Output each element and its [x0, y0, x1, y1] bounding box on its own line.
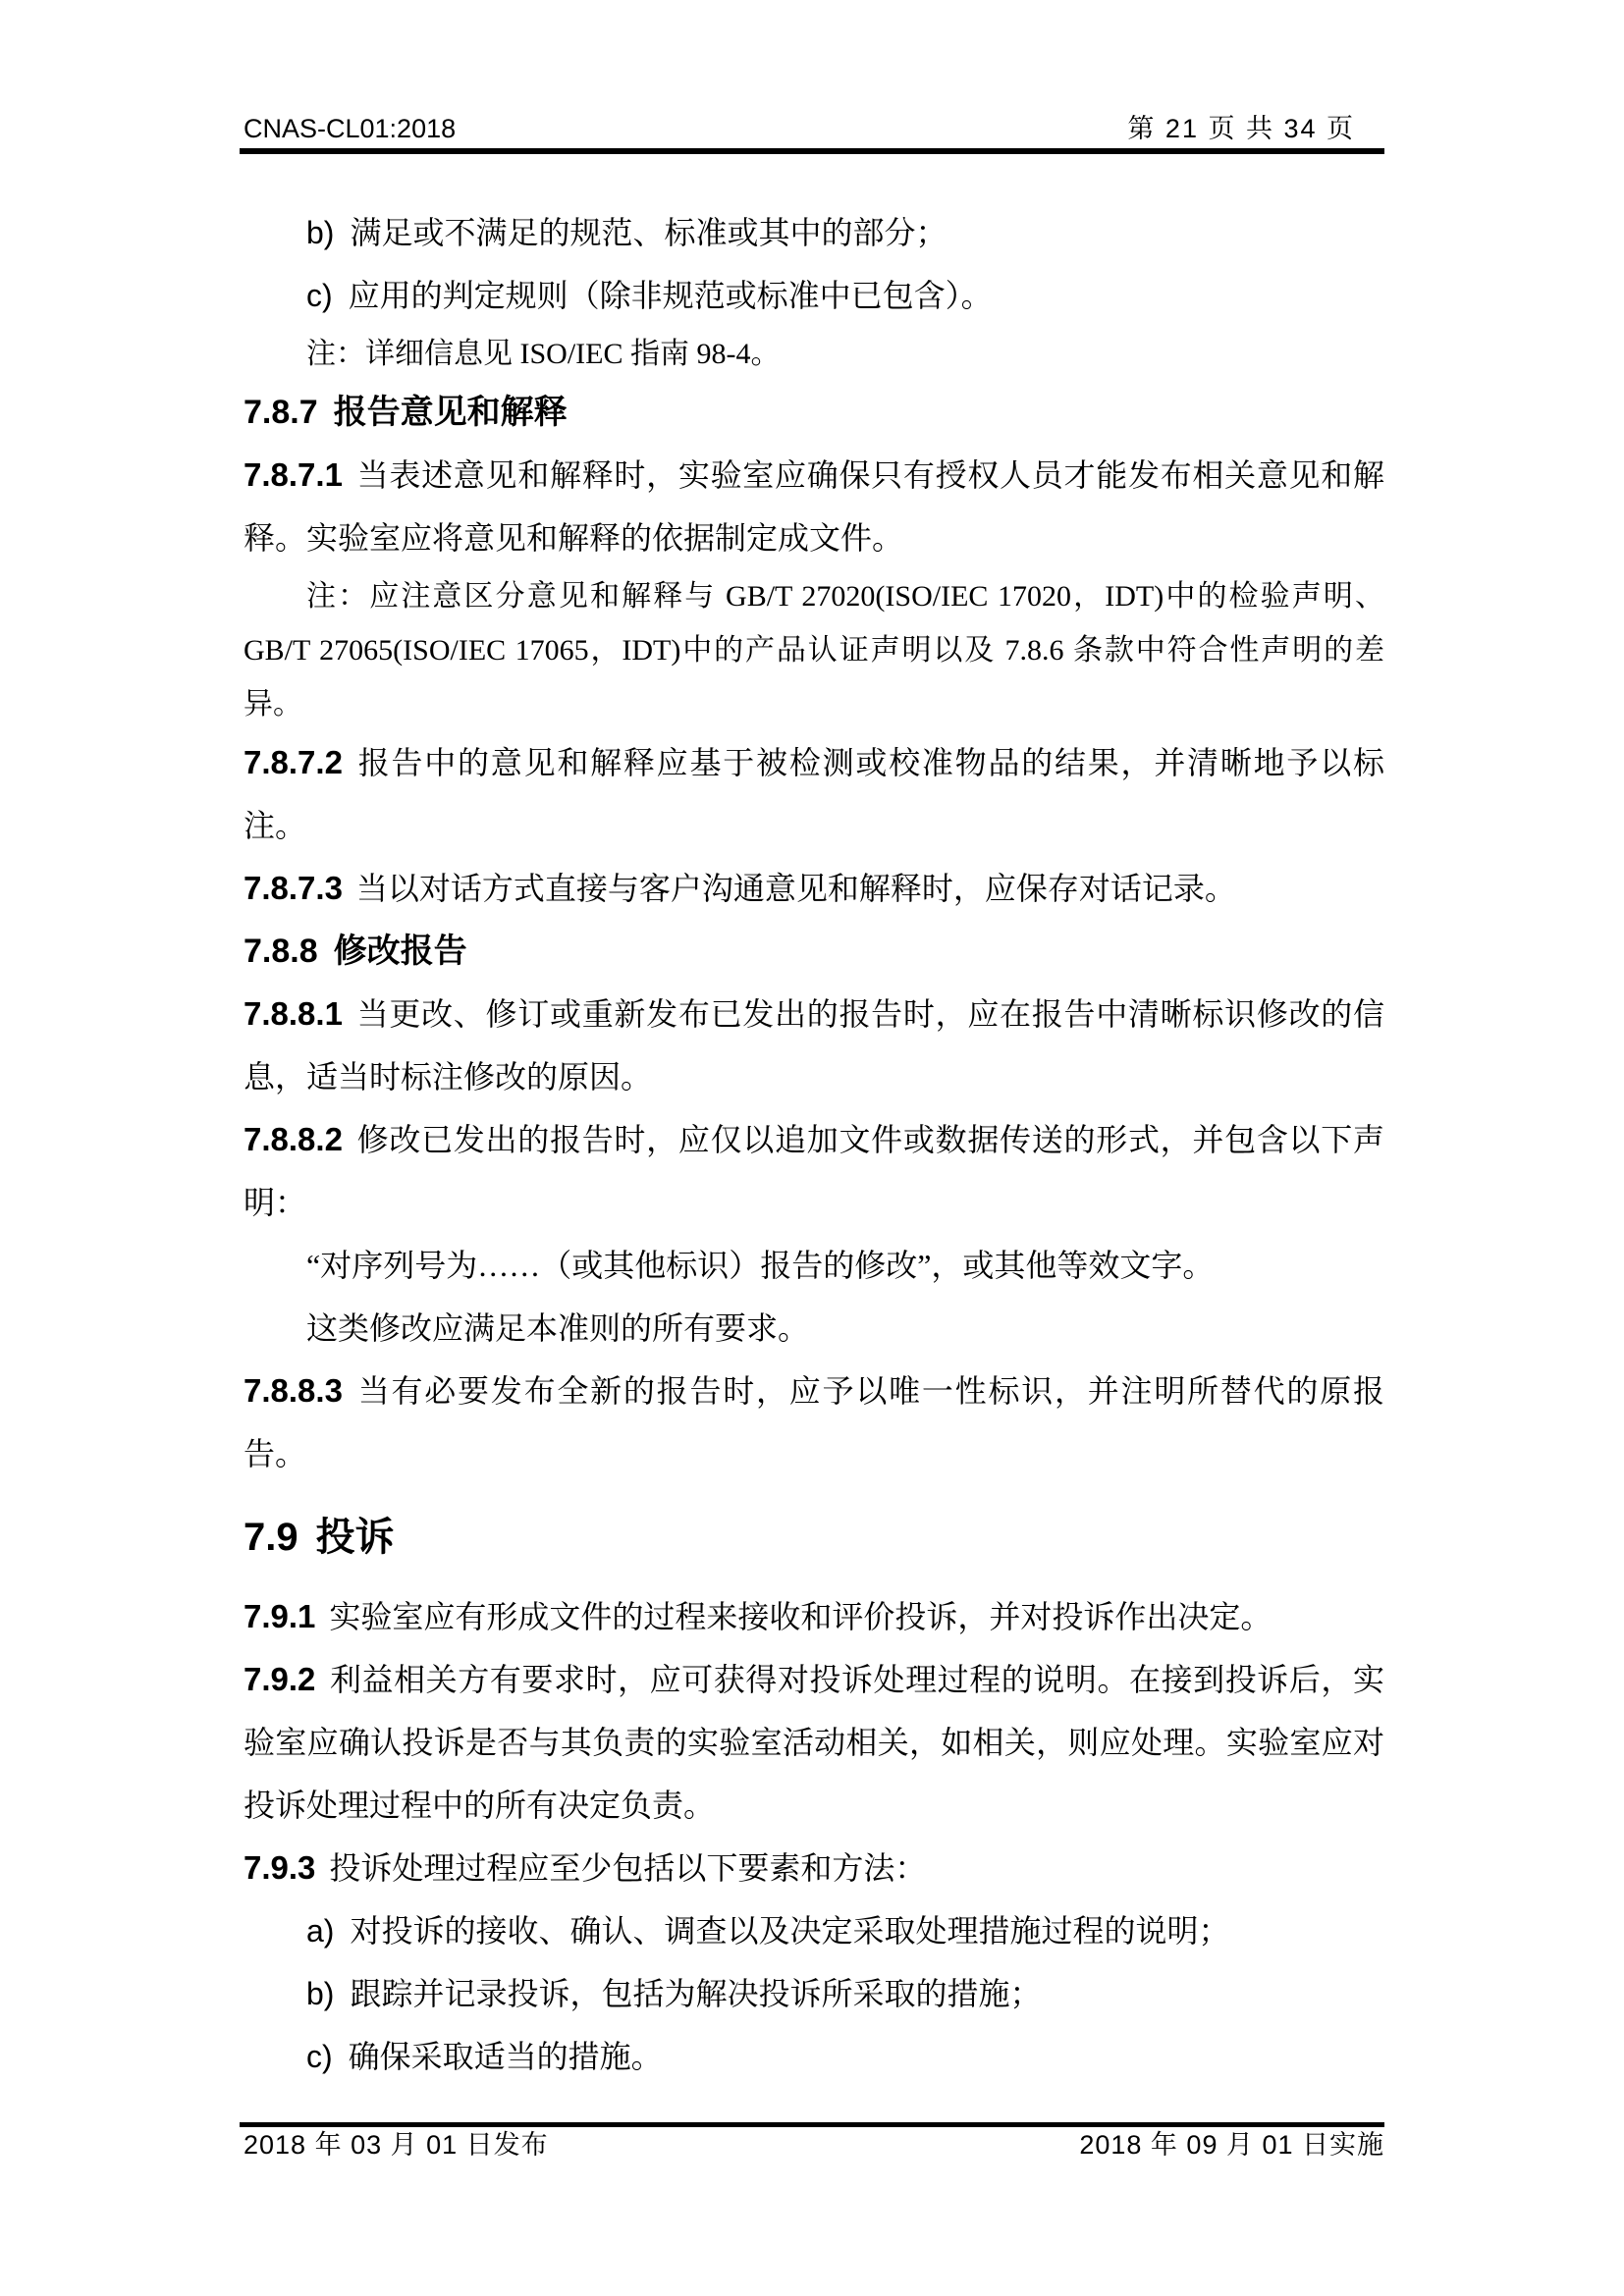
list-item-c	[244, 264, 1384, 327]
clause-text: 利益相关方有要求时，应可获得对投诉处理过程的说明。在接到投诉后，实验室应确认投诉是否与其负责的实验室活动相关，如相关，则应处理。实验室应对投诉处理过程中的所有决定负责。	[244, 1662, 1384, 1823]
section-heading-7.8.8	[244, 920, 1384, 983]
note: 注：应注意区分意见和解释与 GB/T 27020(ISO/IEC 17020，IDT)中的检验声明、GB/T 27065(ISO/IEC 17065，IDT)中的产品认证声明以及 7.8.6 条款中符合性声明的差异。	[244, 580, 1384, 721]
clause-7.8.7.2	[244, 731, 1384, 857]
footer-rule	[240, 2122, 1384, 2127]
clause-7.9.1	[244, 1585, 1384, 1648]
clause-text: 当表述意见和解释时，实验室应确保只有授权人员才能发布相关意见和解释。实验室应将意见和解释的依据制定成文件。	[244, 457, 1384, 556]
list-item-b	[244, 201, 1384, 264]
heading-number: 7.9	[244, 1516, 298, 1559]
implement-date: 2018 年 09 月 01 日实施	[1079, 2130, 1384, 2160]
page-header	[244, 115, 1384, 142]
clause-number: 7.9.3	[244, 1849, 316, 1886]
clause-number: 7.8.8.2	[244, 1121, 343, 1157]
indented-statement: “对序列号为……（或其他标识）报告的修改”，或其他等效文字。	[306, 1248, 1215, 1283]
clause-text: 当以对话方式直接与客户沟通意见和解释时，应保存对话记录。	[355, 871, 1236, 906]
section-heading-7.8.7	[244, 381, 1384, 444]
list-item-label: c)	[306, 2039, 333, 2074]
list-item-label: b)	[306, 1976, 335, 2011]
clause-number: 7.8.8.1	[244, 995, 343, 1032]
clause-number: 7.9.2	[244, 1661, 316, 1697]
list-item-text: 确保采取适当的措施。	[348, 2039, 663, 2074]
issue-date: 2018 年 03 月 01 日发布	[244, 2130, 549, 2160]
indented-statement: 这类修改应满足本准则的所有要求。	[306, 1310, 810, 1346]
list-item-b	[244, 1962, 1384, 2025]
clause-7.8.8.1	[244, 983, 1384, 1108]
document-code: CNAS-CL01:2018	[244, 114, 457, 143]
clause-7.9.2	[244, 1648, 1384, 1837]
clause-7.8.7.1	[244, 444, 1384, 569]
list-item-text: 跟踪并记录投诉，包括为解决投诉所采取的措施；	[350, 1976, 1042, 2011]
clause-number: 7.8.7.3	[244, 870, 343, 906]
clause-number: 7.9.1	[244, 1598, 316, 1634]
heading-text: 报告意见和解释	[333, 394, 568, 431]
clause-7.8.8.2	[244, 1108, 1384, 1234]
clause-number: 7.8.7.1	[244, 456, 343, 493]
clause-text: 投诉处理过程应至少包括以下要素和方法：	[329, 1850, 927, 1886]
heading-number: 7.8.8	[244, 933, 318, 970]
clause-text: 实验室应有形成文件的过程来接收和评价投诉，并对投诉作出决定。	[329, 1599, 1272, 1634]
document-body	[244, 154, 1384, 2088]
clause-text: 当更改、修订或重新发布已发出的报告时，应在报告中清晰标识修改的信息，适当时标注修改的原因。	[244, 996, 1384, 1095]
list-item-text: 应用的判定规则（除非规范或标准中已包含）。	[348, 278, 993, 313]
list-item-label: c)	[306, 278, 333, 313]
heading-text: 投诉	[315, 1516, 395, 1559]
clause-7.8.7.3	[244, 857, 1384, 920]
page-footer	[244, 2130, 1384, 2160]
clause-text: 修改已发出的报告时，应仅以追加文件或数据传送的形式，并包含以下声明：	[244, 1122, 1384, 1220]
list-item-a	[244, 1899, 1384, 1962]
chapter-heading-7.9	[244, 1499, 1384, 1575]
list-item-c	[244, 2025, 1384, 2088]
clause-text: 报告中的意见和解释应基于被检测或校准物品的结果，并清晰地予以标注。	[244, 745, 1384, 843]
heading-number: 7.8.7	[244, 394, 318, 431]
list-item-text: 满足或不满足的规范、标准或其中的部分；	[350, 215, 947, 250]
clause-number: 7.8.7.2	[244, 744, 343, 780]
clause-text: 当有必要发布全新的报告时，应予以唯一性标识，并注明所替代的原报告。	[244, 1373, 1384, 1471]
list-item-text: 对投诉的接收、确认、调查以及决定采取处理措施过程的说明；	[350, 1913, 1230, 1949]
clause-7.9.3	[244, 1837, 1384, 1899]
list-item-label: b)	[306, 215, 335, 250]
heading-text: 修改报告	[333, 933, 467, 970]
clause-7.8.8.3	[244, 1360, 1384, 1485]
note: 注：详细信息见 ISO/IEC 指南 98-4。	[306, 338, 781, 370]
list-item-label: a)	[306, 1913, 335, 1949]
clause-number: 7.8.8.3	[244, 1372, 343, 1409]
page-number-info: 第 21 页 共 34 页	[1127, 114, 1355, 143]
